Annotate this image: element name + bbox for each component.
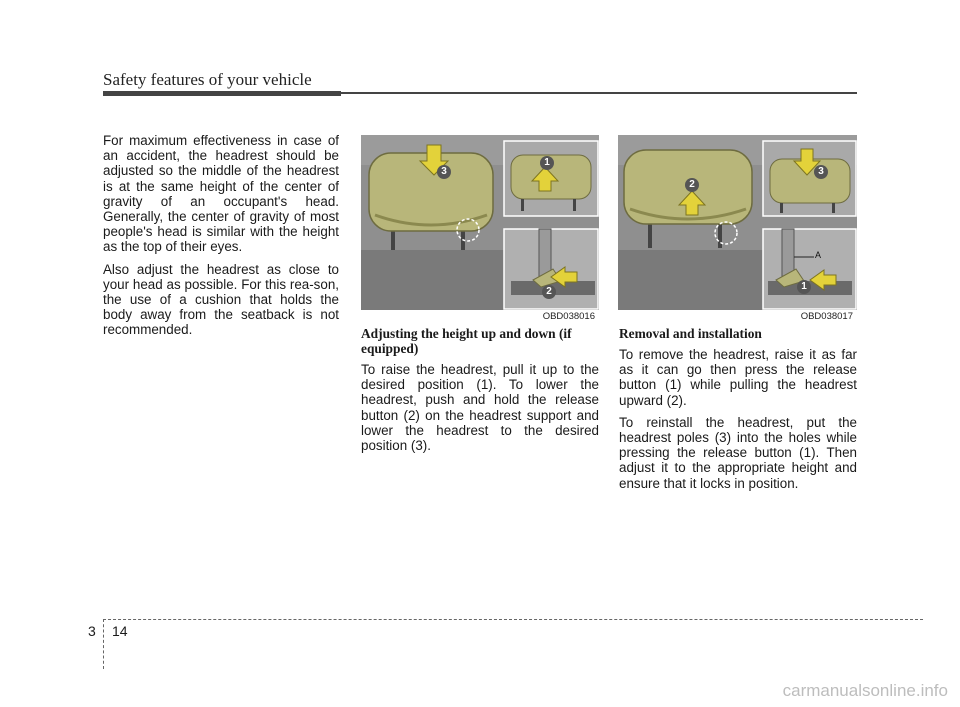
figure-caption: OBD038017 bbox=[618, 310, 857, 323]
callout-3: 3 bbox=[814, 165, 828, 179]
figure-caption: OBD038016 bbox=[361, 310, 599, 323]
right-column bbox=[619, 326, 857, 498]
callout-2: 2 bbox=[542, 285, 556, 299]
figure-headrest-removal bbox=[618, 135, 857, 310]
body-paragraph: To remove the headrest, raise it as far as it can go then press the release button (1) while pulling the headrest upward (2). bbox=[619, 347, 857, 408]
callout-2: 2 bbox=[685, 178, 699, 192]
headrest-removal-illustration bbox=[618, 135, 857, 310]
body-paragraph: Also adjust the headrest as close to your head as possible. For this rea-son, the use of a cushion that holds the body away from the seatback is not recommended. bbox=[103, 261, 339, 338]
header-title: Safety features of your vehicle bbox=[103, 70, 312, 89]
header-rule-accent bbox=[103, 91, 341, 96]
callout-a: A bbox=[815, 250, 822, 260]
section-heading: Removal and installation bbox=[619, 326, 762, 341]
body-paragraph: To raise the headrest, pull it up to the desired position (1). To lower the headrest, push and hold the release button (2) on the headrest support and lower the headrest to the desired position (3). bbox=[361, 362, 599, 454]
section-heading: Adjusting the height up and down (if equipped) bbox=[361, 326, 572, 356]
callout-1: 1 bbox=[797, 280, 811, 294]
watermark: carmanualsonline.info bbox=[782, 681, 948, 700]
figure-headrest-adjust bbox=[361, 135, 599, 310]
footer-divider bbox=[103, 619, 104, 669]
footer-rule bbox=[103, 619, 923, 620]
callout-3: 3 bbox=[437, 165, 451, 179]
body-paragraph: For maximum effectiveness in case of an accident, the headrest should be adjusted so the middle of the headrest is at the same height of the center of gravity of an occupant's head. Generally, the center of gravity of most people's head is similar with the height as the top of their eyes. bbox=[103, 133, 339, 255]
callout-1: 1 bbox=[540, 156, 554, 170]
middle-column bbox=[361, 326, 599, 460]
headrest-adjust-illustration bbox=[361, 135, 599, 310]
left-column bbox=[103, 133, 339, 345]
page-number: 14 bbox=[112, 623, 128, 639]
section-number: 3 bbox=[88, 623, 96, 639]
body-paragraph: To reinstall the headrest, put the headrest poles (3) into the holes while pressing the release button (1). Then adjust it to the appropriate height and ensure that it locks in position. bbox=[619, 414, 857, 491]
